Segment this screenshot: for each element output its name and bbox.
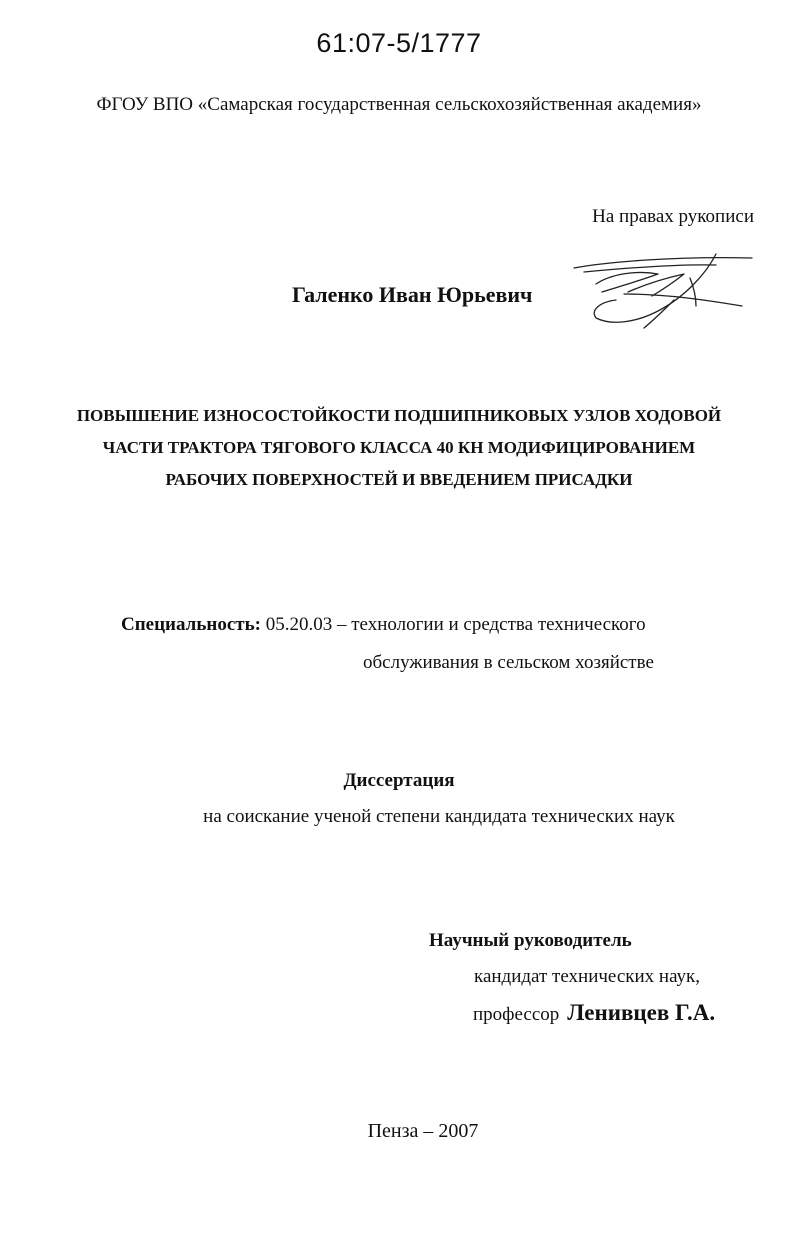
document-type: Диссертация xyxy=(343,770,455,791)
supervisor-name: Ленивцев Г.А. xyxy=(567,1000,716,1025)
supervisor-degree: кандидат технических наук, xyxy=(474,966,701,987)
title-line: РАБОЧИХ ПОВЕРХНОСТЕЙ И ВВЕДЕНИЕМ ПРИСАДКИ xyxy=(165,470,633,489)
supervisor-rank: профессор xyxy=(473,1004,560,1025)
supervisor-label: Научный руководитель xyxy=(429,930,632,951)
manuscript-rights-note: На правах рукописи xyxy=(592,206,754,227)
specialty-continuation: обслуживания в сельском хозяйстве xyxy=(363,652,654,673)
specialty-label: Специальность: xyxy=(121,614,261,635)
dissertation-title xyxy=(0,400,798,496)
degree-sought: на соискание ученой степени кандидата технических наук xyxy=(203,806,675,827)
city-year: Пенза – 2007 xyxy=(367,1120,479,1142)
specialty-line xyxy=(121,614,646,636)
supervisor-title-line xyxy=(473,1000,715,1026)
archive-code: 61:07-5/1777 xyxy=(316,28,482,58)
specialty-code-name: 05.20.03 – технологии и средства технического xyxy=(265,614,646,635)
author-name: Галенко Иван Юрьевич xyxy=(292,282,533,307)
institution-name: ФГОУ ВПО «Самарская государственная сельскохозяйственная академия» xyxy=(96,94,702,115)
title-line: ЧАСТИ ТРАКТОРА ТЯГОВОГО КЛАССА 40 КН МОДИФИЦИРОВАНИЕМ xyxy=(102,438,696,457)
signature-image xyxy=(566,248,756,338)
title-line: ПОВЫШЕНИЕ ИЗНОСОСТОЙКОСТИ ПОДШИПНИКОВЫХ УЗЛОВ ХОДОВОЙ xyxy=(76,406,722,425)
